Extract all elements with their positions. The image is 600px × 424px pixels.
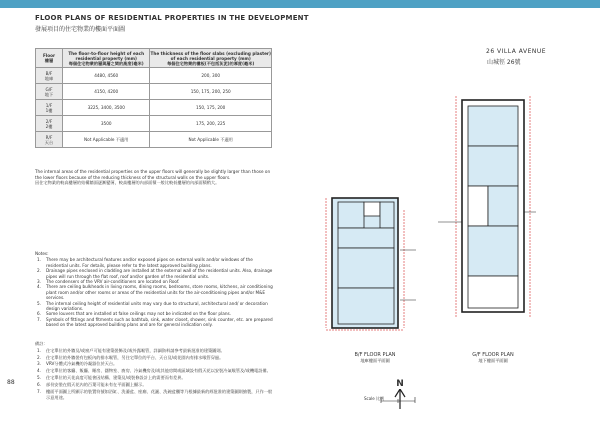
floor-cell: G/F 地下	[36, 84, 63, 100]
notes-heading: Notes:	[35, 251, 49, 256]
table-row	[36, 68, 272, 84]
wall-thickness-note: The internal areas of the residential properties on the upper floors will generally be slightly larger than those on the lower floors because of the reducing thickness of the structural walls on the upper floors. 因住宅物業的較高樓層的結構牆面逐漸變薄，較高樓層的內部面積一般比較低樓層的內部面積稍大。	[35, 169, 271, 186]
floor-cell: 1/F 1樓	[36, 100, 63, 116]
floor-cell: B/F 地庫	[36, 68, 63, 84]
height-cell: Not Applicable 不適用	[63, 132, 150, 148]
note-item: 1. There may be architectural features and/or exposed pipes on external walls and/or windows of the residential units. For details, please refer to the latest approved building plans.	[37, 257, 253, 268]
slab-cell: Not Applicable 不適用	[150, 132, 272, 148]
bf-room	[338, 228, 394, 248]
gf-room	[468, 146, 518, 186]
scale-bar-icon	[380, 396, 416, 404]
table-row	[36, 100, 272, 116]
note-item: 1. 住宅單位的外牆及/或窗戶可能有建築裝飾及/或外露喉管，詳細資料請參考最新批准的建築圖則。	[37, 347, 225, 353]
scale-label: Scale 比例	[364, 396, 385, 401]
gf-floor-plan-drawing	[428, 92, 540, 342]
gf-garden	[468, 276, 518, 308]
bf-room	[338, 202, 364, 228]
bf-floor-plan-drawing	[318, 190, 430, 340]
height-cell: 3225, 3400, 3500	[63, 100, 150, 116]
notes-english	[35, 251, 275, 328]
gf-room	[488, 186, 518, 226]
floor-height-table	[35, 48, 272, 148]
gf-staircase	[468, 186, 488, 226]
note-item: 6. 部份安裝在假天花內的百葉可能未有在平面圖上顯示。	[37, 381, 147, 387]
table-header-floor: Floor 樓層	[36, 49, 63, 68]
note-item: 4. 住宅單位的客廳、飯廳、睡房、儲物室、廚房、冷氣機房及/或其他房間或區域設有假天花以安裝冷氣喉管及/或機電設備。	[37, 368, 271, 374]
bf-room	[338, 288, 394, 324]
note-item: 7. Symbols of fittings and fitments such as bathtub, sink, water closet, shower, sink counter, etc. are prepared based on the latest approved building plans and are for general indication only.	[37, 316, 273, 328]
slab-cell: 200, 300	[150, 68, 272, 84]
table-row	[36, 116, 272, 132]
note-item: 3. VRV分體式冷氣機的冷凝器位於天台。	[37, 361, 118, 367]
gf-room	[468, 226, 518, 276]
page-title-chinese: 發展項目的住宅物業的樓面平面圖	[35, 26, 126, 33]
page-number: 88	[7, 379, 15, 386]
table-header-height: The floor-to-floor height of each residential property (mm) 每個住宅物業的層與層之間的高度(毫米)	[63, 49, 150, 68]
top-accent-bar	[0, 0, 600, 8]
slab-cell: 175, 200, 225	[150, 116, 272, 132]
floor-cell: R/F 天台	[36, 132, 63, 148]
note-item: 2. 住宅單位的外牆裝有包板內的排水喉管，另住宅單位的平台、天台及/或花園內有排水喉管穿過。	[37, 354, 224, 360]
bf-room	[380, 202, 394, 228]
note-item: 3. The condensers of the VRV air-conditioners are located on Roof.	[37, 279, 180, 285]
note-item: 7. 樓面平面圖上所顯示的裝置符號如浴缸、洗滌盆、座廁、花灑、洗碗盆櫃等乃根據最新的經批准的建築圖則繪製，只作一般示意用途。	[37, 388, 273, 401]
height-cell: 4150, 4200	[63, 84, 150, 100]
note-item: 5. The internal ceiling height of residential units may vary due to structural, architectural and/ or decoration design variations.	[37, 300, 268, 312]
slab-cell: 150, 175, 200, 250	[150, 84, 272, 100]
note-item: 2. Drainage pipes enclosed in cladding are installed at the external wall of the residential units. Also, drainage pipes will run through the flat roof, roof and/or garden of the residential units.	[37, 268, 273, 279]
table-header-slab: The thickness of the floor slabs (excluding plaster) of each residential property (mm) 每個住宅物業的樓板(不包括灰泥)的厚度(毫米)	[150, 50, 271, 66]
page-title: FLOOR PLANS OF RESIDENTIAL PROPERTIES IN THE DEVELOPMENT	[35, 14, 309, 22]
floor-cell: 2/F 2樓	[36, 116, 63, 132]
height-cell: 4480, 4560	[63, 68, 150, 84]
notes-heading-chinese: 備註：	[35, 341, 48, 346]
slab-cell: 150, 175, 200	[150, 100, 272, 116]
notes-chinese	[35, 341, 275, 402]
note-item: 4. There are ceiling bulkheads in living rooms, dining rooms, bedrooms, store rooms, kitchens, air conditioning plant room and/or other rooms or areas of the residential units for the air-conditioning pipes and/or M&E services.	[37, 284, 273, 301]
gf-plan-label: G/F FLOOR PLAN 地下樓面平面圖	[472, 352, 514, 363]
gf-room	[468, 106, 518, 146]
note-item: 6. Some louvers that are installed at false ceilings may not be indicated on the floor plans.	[37, 311, 231, 317]
note-item: 5. 住宅單位的天花高度可能會因結構、建築及/或裝修設計上的需要而有差異。	[37, 374, 186, 380]
address-english: 26 VILLA AVENUE	[486, 48, 547, 55]
bf-lift-core	[364, 202, 380, 216]
height-cell: 3500	[63, 116, 150, 132]
bf-plan-label: B/F FLOOR PLAN 地庫樓面平面圖	[354, 352, 396, 363]
address-chinese: 山城徑 26號	[487, 59, 521, 66]
table-row	[36, 84, 272, 100]
table-row	[36, 132, 272, 148]
bf-room	[338, 248, 394, 288]
table-header-row	[36, 49, 272, 68]
north-label: N	[396, 379, 404, 389]
